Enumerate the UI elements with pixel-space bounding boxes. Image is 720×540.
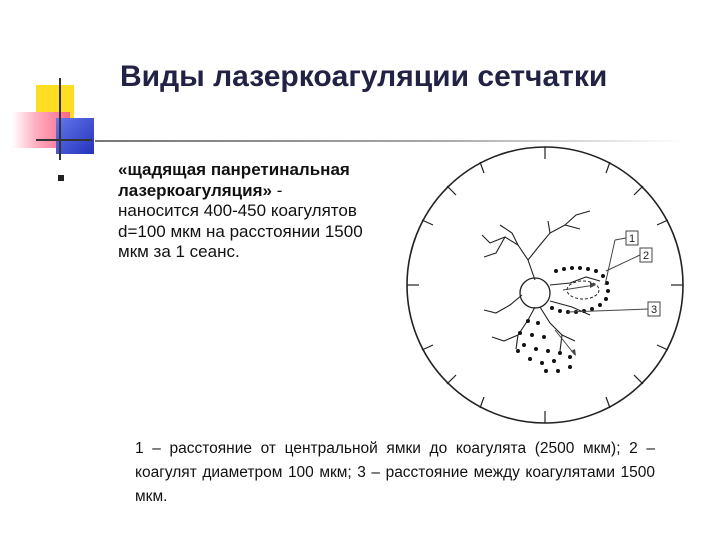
retina-outline	[407, 147, 683, 423]
accent-blue-square	[56, 118, 94, 154]
bullet-rest-text: - наносится 400-450 коагулятов d=100 мкм на расстоянии 1500 мкм за 1 сеанс.	[118, 180, 363, 261]
circle-ticks	[407, 147, 683, 423]
accent-vertical-line	[59, 78, 61, 160]
label-3: 3	[650, 304, 658, 316]
label-box-1	[626, 231, 638, 245]
coagulate-dots	[516, 266, 610, 373]
fovea-zone	[567, 281, 599, 299]
label-box-3	[648, 302, 660, 316]
bullet-marker	[58, 175, 64, 181]
optic-disc	[520, 278, 550, 308]
label-2: 2	[642, 250, 650, 262]
accent-horizontal-line	[36, 139, 92, 141]
retinal-vessels	[482, 211, 600, 351]
label-box-2	[640, 248, 652, 262]
label-1: 1	[628, 233, 636, 245]
retina-diagram	[400, 145, 690, 435]
slide-title: Виды лазеркоагуляции сетчатки	[120, 60, 608, 93]
bullet-bold-text: «щадящая панретинальная лазеркоагуляция»	[118, 160, 350, 200]
bullet-text	[118, 160, 368, 263]
title-underline	[95, 140, 685, 142]
diagram-caption: 1 – расстояние от центральной ямки до коагулята (2500 мкм); 2 – коагулят диаметром 100 мкм; 3 – расстояние между коагулятами 1500 мкм.	[135, 440, 655, 505]
